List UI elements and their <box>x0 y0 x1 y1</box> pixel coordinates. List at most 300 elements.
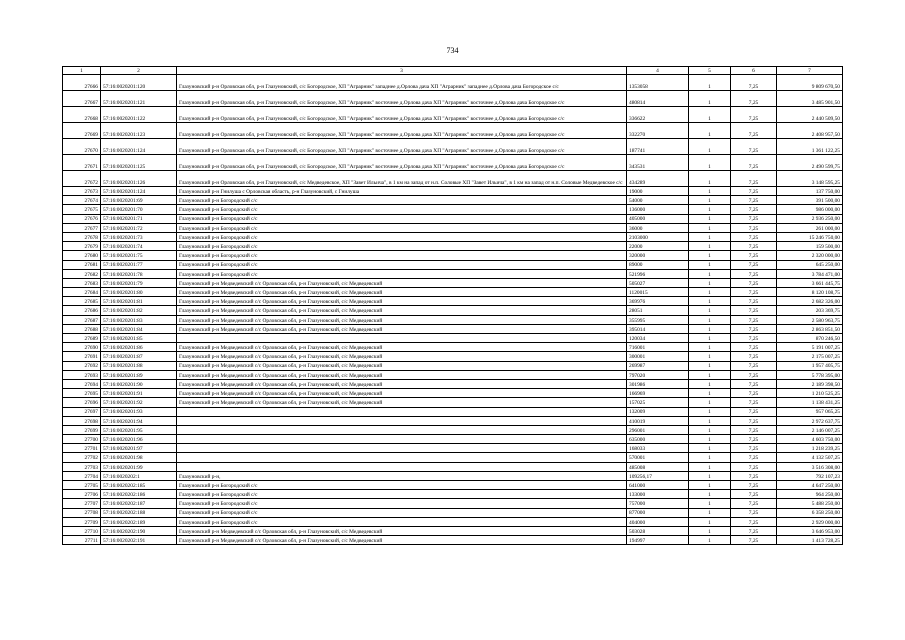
rate-cell: 7,25 <box>731 425 777 434</box>
rate-cell: 7,25 <box>731 297 777 306</box>
location-cell: Глазуновский р-н Медведевский с/с Орловская обл, р-н Глазуновский, с/с Медведевский <box>177 526 627 535</box>
row-number-cell: 27711 <box>63 536 101 545</box>
rate-cell: 7,25 <box>731 389 777 398</box>
rate-cell: 7,25 <box>731 499 777 508</box>
area-cell: 120034 <box>627 334 689 343</box>
cadastral-number-cell: 57:16:0020201:72 <box>101 223 177 232</box>
rate-cell: 7,25 <box>731 205 777 214</box>
cadastral-number-cell: 57:16:0020201:124 <box>101 187 177 196</box>
coefficient-cell: 1 <box>689 75 731 91</box>
value-cell: 986 000,00 <box>777 205 843 214</box>
cadastral-number-cell: 57:16:0020201:90 <box>101 379 177 388</box>
rate-cell: 7,25 <box>731 508 777 517</box>
value-cell: 1 138 431,25 <box>777 398 843 407</box>
area-cell: 503028 <box>627 526 689 535</box>
row-number-cell: 27685 <box>63 297 101 306</box>
cadastral-number-cell: 57:16:0020202:190 <box>101 526 177 535</box>
cadastral-number-cell: 57:16:0020201:82 <box>101 306 177 315</box>
table-row <box>63 334 843 343</box>
value-cell: 391 500,00 <box>777 196 843 205</box>
location-cell <box>177 425 627 434</box>
table-row <box>63 389 843 398</box>
cadastral-number-cell: 57:16:0020201:79 <box>101 278 177 287</box>
value-cell: 261 000,00 <box>777 223 843 232</box>
row-number-cell: 27707 <box>63 499 101 508</box>
coefficient-cell: 1 <box>689 269 731 278</box>
rate-cell: 7,25 <box>731 75 777 91</box>
rate-cell: 7,25 <box>731 269 777 278</box>
row-number-cell: 27690 <box>63 343 101 352</box>
location-cell: Глазуновский р-н Орловская обл, р-н Глазуновский, с/с Богородское, ХП "Аграрник" восточнее д.Орлова дача ХП "Аграрник" восточнее д.Орлова дача Богородское с/с <box>177 91 627 107</box>
cadastral-number-cell: 57:16:0020202:1 <box>101 471 177 480</box>
rate-cell: 7,25 <box>731 306 777 315</box>
row-number-cell: 27708 <box>63 508 101 517</box>
coefficient-cell: 1 <box>689 278 731 287</box>
rate-cell: 7,25 <box>731 223 777 232</box>
area-cell: 320000 <box>627 251 689 260</box>
coefficient-cell: 1 <box>689 508 731 517</box>
row-number-cell: 27680 <box>63 251 101 260</box>
row-number-cell: 27694 <box>63 379 101 388</box>
coefficient-cell: 1 <box>689 490 731 499</box>
location-cell: Глазуновский р-н Богородский с/с <box>177 232 627 241</box>
area-cell: 485008 <box>627 462 689 471</box>
rate-cell: 7,25 <box>731 155 777 171</box>
row-number-cell: 27674 <box>63 196 101 205</box>
table-row <box>63 471 843 480</box>
row-number-cell: 27675 <box>63 205 101 214</box>
value-cell: 2 682 326,00 <box>777 297 843 306</box>
row-number-cell: 27682 <box>63 269 101 278</box>
data-table <box>62 66 843 545</box>
rate-cell: 7,25 <box>731 91 777 107</box>
cadastral-number-cell: 57:16:0020201:74 <box>101 242 177 251</box>
table-row <box>63 499 843 508</box>
table-row <box>63 324 843 333</box>
coefficient-cell: 1 <box>689 481 731 490</box>
area-cell: 132009 <box>627 407 689 416</box>
column-header: 1 <box>63 67 101 75</box>
value-cell: 3 485 901,50 <box>777 91 843 107</box>
row-number-cell: 27703 <box>63 462 101 471</box>
column-header: 7 <box>777 67 843 75</box>
table-row <box>63 232 843 241</box>
value-cell: 9 809 670,50 <box>777 75 843 91</box>
cadastral-number-cell: 57:16:0020201:75 <box>101 251 177 260</box>
area-cell: 404000 <box>627 517 689 526</box>
coefficient-cell: 1 <box>689 123 731 139</box>
rate-cell: 7,25 <box>731 196 777 205</box>
coefficient-cell: 1 <box>689 205 731 214</box>
area-cell: 410019 <box>627 416 689 425</box>
value-cell: 2 972 637,75 <box>777 416 843 425</box>
cadastral-number-cell: 57:16:0020201:81 <box>101 297 177 306</box>
location-cell: Глазуновский р-н Орловская обл, р-н Глазуновский, с/с Богородское, ХП "Аграрник" восточнее д.Орлова дача ХП "Аграрник" восточнее д.Орлова дача Богородское с/с <box>177 123 627 139</box>
cadastral-number-cell: 57:16:0020201:88 <box>101 361 177 370</box>
value-cell: 964 250,00 <box>777 490 843 499</box>
rate-cell: 7,25 <box>731 444 777 453</box>
area-cell: 22000 <box>627 242 689 251</box>
location-cell: Глазуновский р-н Медведевский с/с Орловская обл, р-н Глазуновский, с/с Медведевский <box>177 352 627 361</box>
column-header: 4 <box>627 67 689 75</box>
cadastral-number-cell: 57:16:0020202:185 <box>101 481 177 490</box>
coefficient-cell: 1 <box>689 462 731 471</box>
cadastral-number-cell: 57:16:0020201:77 <box>101 260 177 269</box>
rate-cell: 7,25 <box>731 260 777 269</box>
row-number-cell: 27671 <box>63 155 101 171</box>
location-cell: Глазуновский р-н Богородский с/с <box>177 481 627 490</box>
location-cell <box>177 444 627 453</box>
cadastral-number-cell: 57:16:0020202:186 <box>101 490 177 499</box>
area-cell: 336622 <box>627 107 689 123</box>
value-cell: 2 440 509,50 <box>777 107 843 123</box>
value-cell: 870 246,50 <box>777 334 843 343</box>
area-cell: 109256,17 <box>627 471 689 480</box>
area-cell: 635000 <box>627 435 689 444</box>
row-number-cell: 27709 <box>63 517 101 526</box>
coefficient-cell: 1 <box>689 139 731 155</box>
coefficient-cell: 1 <box>689 416 731 425</box>
cadastral-number-cell: 57:16:0020201:93 <box>101 407 177 416</box>
location-cell: Глазуновский р-н Медведевский с/с Орловская обл, р-н Глазуновский, с/с Медведевский <box>177 324 627 333</box>
cadastral-number-cell: 57:16:0020201:87 <box>101 352 177 361</box>
row-number-cell: 27704 <box>63 471 101 480</box>
area-cell: 716001 <box>627 343 689 352</box>
location-cell: Глазуновский р-н Богородский с/с <box>177 508 627 517</box>
row-number-cell: 27673 <box>63 187 101 196</box>
location-cell: Глазуновский р-н Медведевский с/с Орловская обл, р-н Глазуновский, с/с Медведевский <box>177 297 627 306</box>
area-cell: 332270 <box>627 123 689 139</box>
cadastral-number-cell: 57:16:0020201:95 <box>101 425 177 434</box>
table-row <box>63 481 843 490</box>
table-row <box>63 490 843 499</box>
table-row <box>63 462 843 471</box>
rate-cell: 7,25 <box>731 324 777 333</box>
rate-cell: 7,25 <box>731 407 777 416</box>
area-cell: 168033 <box>627 444 689 453</box>
cadastral-number-cell: 57:16:0020201:69 <box>101 196 177 205</box>
table-row <box>63 536 843 545</box>
area-cell: 343531 <box>627 155 689 171</box>
value-cell: 15 246 750,00 <box>777 232 843 241</box>
value-cell: 2 863 851,50 <box>777 324 843 333</box>
rate-cell: 7,25 <box>731 398 777 407</box>
rate-cell: 7,25 <box>731 435 777 444</box>
row-number-cell: 27710 <box>63 526 101 535</box>
cadastral-number-cell: 57:16:0020201:78 <box>101 269 177 278</box>
row-number-cell: 27706 <box>63 490 101 499</box>
location-cell: Глазуновский р-н Богородский с/с <box>177 269 627 278</box>
value-cell: 6 358 250,00 <box>777 508 843 517</box>
column-header: 6 <box>731 67 777 75</box>
value-cell: 645 250,00 <box>777 260 843 269</box>
coefficient-cell: 1 <box>689 370 731 379</box>
rate-cell: 7,25 <box>731 343 777 352</box>
location-cell: Глазуновский р-н Орловская обл, р-н Глазуновский, с/с Богородское, ХП "Аграрник" восточнее д.Орлова дача ХП "Аграрник" восточнее д.Орлова дача Богородское с/с <box>177 107 627 123</box>
area-cell: 757000 <box>627 499 689 508</box>
row-number-cell: 27687 <box>63 315 101 324</box>
table-row <box>63 171 843 187</box>
area-cell: 54000 <box>627 196 689 205</box>
coefficient-cell: 1 <box>689 343 731 352</box>
table-row <box>63 508 843 517</box>
cadastral-number-cell: 57:16:0020201:83 <box>101 315 177 324</box>
area-cell: 1353058 <box>627 75 689 91</box>
row-number-cell: 27692 <box>63 361 101 370</box>
table-row <box>63 315 843 324</box>
area-cell: 89000 <box>627 260 689 269</box>
coefficient-cell: 1 <box>689 242 731 251</box>
cadastral-number-cell: 57:16:0020201:126 <box>101 171 177 187</box>
cadastral-number-cell: 57:16:0020201:86 <box>101 343 177 352</box>
column-header: 3 <box>177 67 627 75</box>
coefficient-cell: 1 <box>689 389 731 398</box>
row-number-cell: 27678 <box>63 232 101 241</box>
area-cell: 797020 <box>627 370 689 379</box>
value-cell: 1 413 728,25 <box>777 536 843 545</box>
rate-cell: 7,25 <box>731 361 777 370</box>
cadastral-number-cell: 57:16:0020202:187 <box>101 499 177 508</box>
table-row <box>63 416 843 425</box>
row-number-cell: 27698 <box>63 416 101 425</box>
cadastral-number-cell: 57:16:0020201:96 <box>101 435 177 444</box>
table-row <box>63 139 843 155</box>
rate-cell: 7,25 <box>731 379 777 388</box>
location-cell: Глазуновский р-н Медведевский с/с Орловская обл, р-н Глазуновский, с/с Медведевский <box>177 370 627 379</box>
location-cell: Глазуновский р-н Медведевский с/с Орловская обл, р-н Глазуновский, с/с Медведевский <box>177 379 627 388</box>
row-number-cell: 27669 <box>63 123 101 139</box>
area-cell: 395014 <box>627 324 689 333</box>
rate-cell: 7,25 <box>731 490 777 499</box>
coefficient-cell: 1 <box>689 196 731 205</box>
area-cell: 877000 <box>627 508 689 517</box>
coefficient-cell: 1 <box>689 171 731 187</box>
coefficient-cell: 1 <box>689 223 731 232</box>
row-number-cell: 27697 <box>63 407 101 416</box>
area-cell: 505027 <box>627 278 689 287</box>
cadastral-number-cell: 57:16:0020201:125 <box>101 155 177 171</box>
rate-cell: 7,25 <box>731 123 777 139</box>
rate-cell: 7,25 <box>731 187 777 196</box>
location-cell: Глазуновский р-н Медведевский с/с Орловская обл, р-н Глазуновский, с/с Медведевский <box>177 389 627 398</box>
area-cell: 405000 <box>627 214 689 223</box>
cadastral-number-cell: 57:16:0020201:73 <box>101 232 177 241</box>
value-cell: 3 516 308,00 <box>777 462 843 471</box>
cadastral-number-cell: 57:16:0020201:92 <box>101 398 177 407</box>
row-number-cell: 27705 <box>63 481 101 490</box>
location-cell <box>177 407 627 416</box>
rate-cell: 7,25 <box>731 315 777 324</box>
value-cell: 203 369,75 <box>777 306 843 315</box>
location-cell: Глазуновский р-н Богородский с/с <box>177 205 627 214</box>
row-number-cell: 27683 <box>63 278 101 287</box>
cadastral-number-cell: 57:16:0020201:85 <box>101 334 177 343</box>
location-cell <box>177 334 627 343</box>
row-number-cell: 27666 <box>63 75 101 91</box>
location-cell: Глазуновский р-н Орловская обл, р-н Глазуновский, с/с Богородское, ХП "Аграрник" западнее д.Орлова дача ХП "Аграрник" западнее д.Орлова дача Богородское с/с <box>177 75 627 91</box>
coefficient-cell: 1 <box>689 297 731 306</box>
table-row <box>63 352 843 361</box>
value-cell: 8 120 108,75 <box>777 288 843 297</box>
location-cell: Глазуновский р-н Медведевский с/с Орловская обл, р-н Глазуновский, с/с Медведевский <box>177 288 627 297</box>
row-number-cell: 27679 <box>63 242 101 251</box>
coefficient-cell: 1 <box>689 306 731 315</box>
location-cell: Глазуновский р-н Медведевский с/с Орловская обл, р-н Глазуновский, с/с Медведевский <box>177 361 627 370</box>
location-cell: Глазуновский р-н Орловская обл, р-н Глазуновский, с/с Медведевское, ХП "Завет Ильича", в 1 км на запад от н.п. Соловые ХП "Завет Ильича", в 1 км на запад от н.п. Соловые Медведевское с/с <box>177 171 627 187</box>
area-cell: 301986 <box>627 379 689 388</box>
location-cell: Глазуновский р-н, <box>177 471 627 480</box>
location-cell: Глазуновский р-н Богородский с/с <box>177 242 627 251</box>
cadastral-number-cell: 57:16:0020201:120 <box>101 75 177 91</box>
value-cell: 2 580 963,75 <box>777 315 843 324</box>
row-number-cell: 27686 <box>63 306 101 315</box>
rate-cell: 7,25 <box>731 288 777 297</box>
value-cell: 2 189 398,50 <box>777 379 843 388</box>
coefficient-cell: 1 <box>689 499 731 508</box>
location-cell: Глазуновский р-н Медведевский с/с Орловская обл, р-н Глазуновский, с/с Медведевский <box>177 306 627 315</box>
area-cell: 641000 <box>627 481 689 490</box>
table-header-row <box>63 67 843 75</box>
cadastral-number-cell: 57:16:0020201:99 <box>101 462 177 471</box>
cadastral-number-cell: 57:16:0020201:121 <box>101 91 177 107</box>
row-number-cell: 27701 <box>63 444 101 453</box>
cadastral-number-cell: 57:16:0020201:71 <box>101 214 177 223</box>
value-cell: 4 647 250,00 <box>777 481 843 490</box>
cadastral-number-cell: 57:16:0020201:94 <box>101 416 177 425</box>
location-cell: Глазуновский р-н Богородский с/с <box>177 223 627 232</box>
value-cell: 2 408 957,50 <box>777 123 843 139</box>
table-row <box>63 361 843 370</box>
page-number: 734 <box>446 46 459 55</box>
table-row <box>63 398 843 407</box>
location-cell <box>177 453 627 462</box>
coefficient-cell: 1 <box>689 334 731 343</box>
area-cell: 194997 <box>627 536 689 545</box>
area-cell: 166969 <box>627 389 689 398</box>
table-row <box>63 123 843 139</box>
rate-cell: 7,25 <box>731 214 777 223</box>
coefficient-cell: 1 <box>689 435 731 444</box>
coefficient-cell: 1 <box>689 536 731 545</box>
column-header: 5 <box>689 67 731 75</box>
rate-cell: 7,25 <box>731 453 777 462</box>
value-cell: 3 661 445,75 <box>777 278 843 287</box>
table-row <box>63 379 843 388</box>
coefficient-cell: 1 <box>689 526 731 535</box>
value-cell: 137 750,00 <box>777 187 843 196</box>
value-cell: 2 175 007,25 <box>777 352 843 361</box>
location-cell: Глазуновский р-н Медведевский с/с Орловская обл, р-н Глазуновский, с/с Медведевский <box>177 398 627 407</box>
coefficient-cell: 1 <box>689 352 731 361</box>
table-row <box>63 242 843 251</box>
row-number-cell: 27688 <box>63 324 101 333</box>
table-row <box>63 306 843 315</box>
value-cell: 1 210 525,25 <box>777 389 843 398</box>
location-cell: Глазуновский р-н Богородский с/с <box>177 214 627 223</box>
coefficient-cell: 1 <box>689 407 731 416</box>
value-cell: 5 778 395,00 <box>777 370 843 379</box>
coefficient-cell: 1 <box>689 155 731 171</box>
rate-cell: 7,25 <box>731 370 777 379</box>
area-cell: 2103000 <box>627 232 689 241</box>
coefficient-cell: 1 <box>689 214 731 223</box>
coefficient-cell: 1 <box>689 471 731 480</box>
value-cell: 1 957 405,75 <box>777 361 843 370</box>
area-cell: 480814 <box>627 91 689 107</box>
location-cell: Глазуновский р-н Медведевский с/с Орловская обл, р-н Глазуновский, с/с Медведевский <box>177 278 627 287</box>
row-number-cell: 27672 <box>63 171 101 187</box>
area-cell: 187741 <box>627 139 689 155</box>
value-cell: 2 936 250,00 <box>777 214 843 223</box>
rate-cell: 7,25 <box>731 416 777 425</box>
row-number-cell: 27695 <box>63 389 101 398</box>
table-row <box>63 288 843 297</box>
value-cell: 4 132 507,25 <box>777 453 843 462</box>
table-row <box>63 343 843 352</box>
value-cell: 3 646 953,00 <box>777 526 843 535</box>
area-cell: 355995 <box>627 315 689 324</box>
coefficient-cell: 1 <box>689 251 731 260</box>
rate-cell: 7,25 <box>731 517 777 526</box>
coefficient-cell: 1 <box>689 91 731 107</box>
rate-cell: 7,25 <box>731 462 777 471</box>
table-row <box>63 196 843 205</box>
location-cell: Глазуновский р-н Гнилуша с Орловская область, р-н Глазуновский, с Гнилуша <box>177 187 627 196</box>
coefficient-cell: 1 <box>689 288 731 297</box>
location-cell: Глазуновский р-н Богородский с/с <box>177 260 627 269</box>
area-cell: 19000 <box>627 187 689 196</box>
location-cell <box>177 462 627 471</box>
value-cell: 2 490 599,75 <box>777 155 843 171</box>
table-row <box>63 223 843 232</box>
value-cell: 2 146 007,25 <box>777 425 843 434</box>
row-number-cell: 27693 <box>63 370 101 379</box>
cadastral-number-cell: 57:16:0020201:80 <box>101 288 177 297</box>
rate-cell: 7,25 <box>731 251 777 260</box>
value-cell: 2 320 000,00 <box>777 251 843 260</box>
area-cell: 570001 <box>627 453 689 462</box>
row-number-cell: 27677 <box>63 223 101 232</box>
row-number-cell: 27667 <box>63 91 101 107</box>
table-row <box>63 278 843 287</box>
value-cell: 1 361 122,25 <box>777 139 843 155</box>
value-cell: 5 488 250,00 <box>777 499 843 508</box>
coefficient-cell: 1 <box>689 425 731 434</box>
coefficient-cell: 1 <box>689 379 731 388</box>
row-number-cell: 27676 <box>63 214 101 223</box>
cadastral-number-cell: 57:16:0020202:189 <box>101 517 177 526</box>
location-cell <box>177 435 627 444</box>
area-cell: 36000 <box>627 223 689 232</box>
table-row <box>63 517 843 526</box>
table-row <box>63 526 843 535</box>
table-row <box>63 91 843 107</box>
rate-cell: 7,25 <box>731 139 777 155</box>
value-cell: 3 784 471,00 <box>777 269 843 278</box>
location-cell: Глазуновский р-н Медведевский с/с Орловская обл, р-н Глазуновский, с/с Медведевский <box>177 536 627 545</box>
value-cell: 4 603 750,00 <box>777 435 843 444</box>
rate-cell: 7,25 <box>731 334 777 343</box>
area-cell: 28051 <box>627 306 689 315</box>
table-row <box>63 214 843 223</box>
table-row <box>63 425 843 434</box>
column-header: 2 <box>101 67 177 75</box>
cadastral-number-cell: 57:16:0020201:70 <box>101 205 177 214</box>
location-cell: Глазуновский р-н Богородский с/с <box>177 251 627 260</box>
rate-cell: 7,25 <box>731 481 777 490</box>
area-cell: 136000 <box>627 205 689 214</box>
area-cell: 300001 <box>627 352 689 361</box>
